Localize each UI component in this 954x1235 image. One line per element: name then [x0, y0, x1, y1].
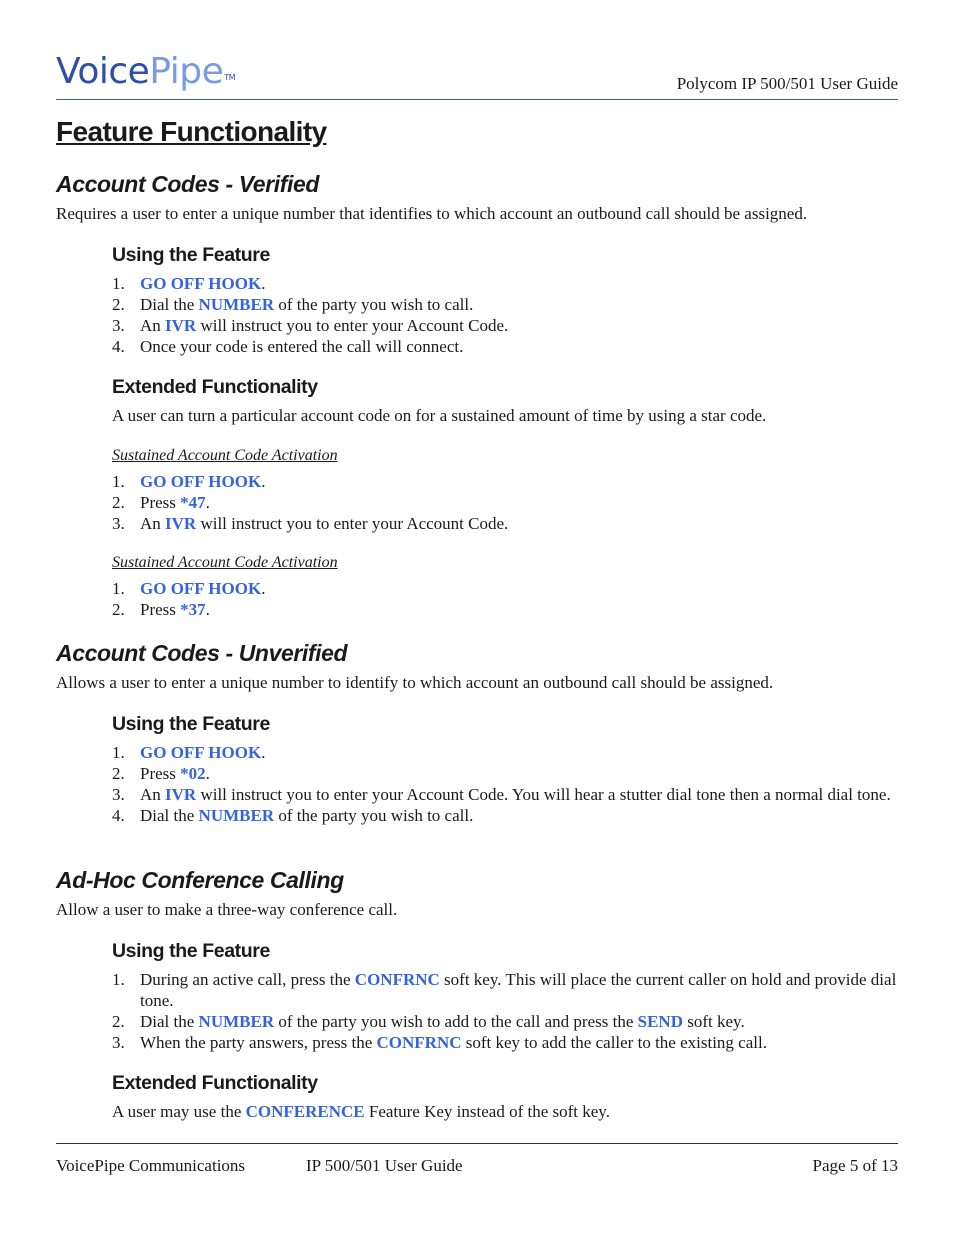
- keyword: GO OFF HOOK: [140, 743, 262, 762]
- step-number: 3.: [112, 785, 125, 804]
- step-number: 2.: [112, 493, 125, 512]
- extended-desc: A user can turn a particular account code on for a sustained amount of time by using a star code.: [112, 406, 767, 425]
- list-item: [112, 1032, 902, 1053]
- steps-list: [112, 578, 902, 620]
- step-text: soft key. This will place the current caller on hold and provide dial tone.: [140, 970, 897, 1010]
- step-text: of the party you wish to call.: [274, 295, 474, 314]
- section-desc-conference: Allow a user to make a three-way conference call.: [56, 900, 398, 919]
- step-text: Dial the: [140, 295, 199, 314]
- keyword: *02: [180, 764, 206, 783]
- keyword: *47: [180, 493, 206, 512]
- keyword: IVR: [165, 316, 197, 335]
- step-text: .: [205, 600, 210, 619]
- list-item: [112, 578, 902, 599]
- extended-desc-conference: A user may use the CONFERENCE Feature Key instead of the soft key.: [112, 1102, 610, 1121]
- header-doc-title: Polycom IP 500/501 User Guide: [676, 74, 898, 93]
- steps-list: [112, 471, 902, 534]
- list-item: [112, 742, 902, 763]
- step-number: 2.: [112, 600, 125, 619]
- step-text: When the party answers, press the: [140, 1033, 377, 1052]
- keyword: *37: [180, 600, 206, 619]
- footer-page-number: Page 5 of 13: [812, 1156, 898, 1175]
- list-item: [112, 492, 902, 513]
- step-number: 3.: [112, 1033, 125, 1052]
- list-item: [112, 805, 902, 826]
- step-text: soft key to add the caller to the existing call.: [461, 1033, 767, 1052]
- keyword: IVR: [165, 514, 197, 533]
- list-item: [112, 969, 902, 1011]
- step-number: 4.: [112, 337, 125, 356]
- step-number: 3.: [112, 514, 125, 533]
- step-text: .: [261, 579, 266, 598]
- subheading-using-feature: Using the Feature: [112, 244, 270, 266]
- step-text: Press: [140, 493, 181, 512]
- step-number: 2.: [112, 1012, 125, 1031]
- step-text: will instruct you to enter your Account Code.: [196, 316, 509, 335]
- section-desc-unverified: Allows a user to enter a unique number to identify to which account an outbound call should be assigned.: [56, 673, 774, 692]
- keyword: GO OFF HOOK: [140, 579, 262, 598]
- page-title: Feature Functionality: [56, 116, 327, 147]
- page-footer: [56, 1143, 898, 1175]
- step-text: soft key.: [683, 1012, 745, 1031]
- step-text: .: [261, 743, 266, 762]
- keyword: CONFRNC: [376, 1033, 462, 1052]
- step-text: .: [205, 493, 210, 512]
- keyword: NUMBER: [198, 806, 275, 825]
- voicepipe-logo: VoicePipe™: [56, 51, 236, 92]
- keyword: GO OFF HOOK: [140, 472, 262, 491]
- keyword: GO OFF HOOK: [140, 274, 262, 293]
- page-header: [56, 50, 898, 100]
- step-number: 2.: [112, 764, 125, 783]
- list-item: [112, 513, 902, 534]
- step-text: will instruct you to enter your Account Code.: [196, 514, 509, 533]
- footer-guide: IP 500/501 User Guide: [306, 1156, 463, 1175]
- step-text: Dial the: [140, 806, 199, 825]
- subheading-extended: Extended Functionality: [112, 376, 318, 398]
- footer-company: VoicePipe Communications: [56, 1156, 246, 1175]
- sub-label-activation: Sustained Account Code Activation: [112, 554, 338, 571]
- list-item: [112, 763, 902, 784]
- step-text: Dial the: [140, 1012, 199, 1031]
- list-item: [112, 315, 902, 336]
- keyword: SEND: [637, 1012, 683, 1031]
- keyword: CONFRNC: [354, 970, 440, 989]
- step-number: 3.: [112, 316, 125, 335]
- list-item: [112, 471, 902, 492]
- step-number: 1.: [112, 743, 125, 762]
- step-text: Press: [140, 764, 181, 783]
- step-text: will instruct you to enter your Account Code. You will hear a stutter dial tone then a normal dial tone.: [196, 785, 891, 804]
- step-text: of the party you wish to call.: [274, 806, 474, 825]
- step-number: 2.: [112, 295, 125, 314]
- step-text: An: [140, 316, 166, 335]
- step-text: .: [261, 274, 266, 293]
- step-text: .: [205, 764, 210, 783]
- list-item: [112, 1011, 902, 1032]
- list-item: [112, 294, 902, 315]
- step-text: of the party you wish to add to the call and press the: [274, 1012, 638, 1031]
- keyword: NUMBER: [198, 1012, 275, 1031]
- step-text: .: [261, 472, 266, 491]
- step-text: Once your code is entered the call will connect.: [140, 337, 464, 356]
- step-text: During an active call, press the: [140, 970, 355, 989]
- subheading-using-feature: Using the Feature: [112, 713, 270, 735]
- step-text: An: [140, 785, 166, 804]
- subheading-using-feature: Using the Feature: [112, 940, 270, 962]
- steps-list: [112, 742, 902, 826]
- step-text: Press: [140, 600, 181, 619]
- section-desc-verified: Requires a user to enter a unique number that identifies to which account an outbound call should be assigned.: [56, 204, 808, 223]
- step-number: 1.: [112, 970, 125, 989]
- step-text: An: [140, 514, 166, 533]
- keyword: NUMBER: [198, 295, 275, 314]
- steps-list: [112, 969, 902, 1053]
- subheading-extended: Extended Functionality: [112, 1072, 318, 1094]
- step-number: 1.: [112, 579, 125, 598]
- list-item: [112, 599, 902, 620]
- keyword: IVR: [165, 785, 197, 804]
- sub-label-activation: Sustained Account Code Activation: [112, 447, 338, 464]
- steps-list: [112, 273, 902, 357]
- section-heading-unverified: Account Codes - Unverified: [56, 640, 348, 666]
- step-number: 1.: [112, 274, 125, 293]
- step-number: 4.: [112, 806, 125, 825]
- list-item: [112, 784, 902, 805]
- step-number: 1.: [112, 472, 125, 491]
- section-heading-conference: Ad-Hoc Conference Calling: [56, 867, 344, 893]
- keyword: CONFERENCE: [245, 1102, 365, 1121]
- list-item: [112, 336, 902, 357]
- list-item: [112, 273, 902, 294]
- section-heading-verified: Account Codes - Verified: [56, 171, 320, 197]
